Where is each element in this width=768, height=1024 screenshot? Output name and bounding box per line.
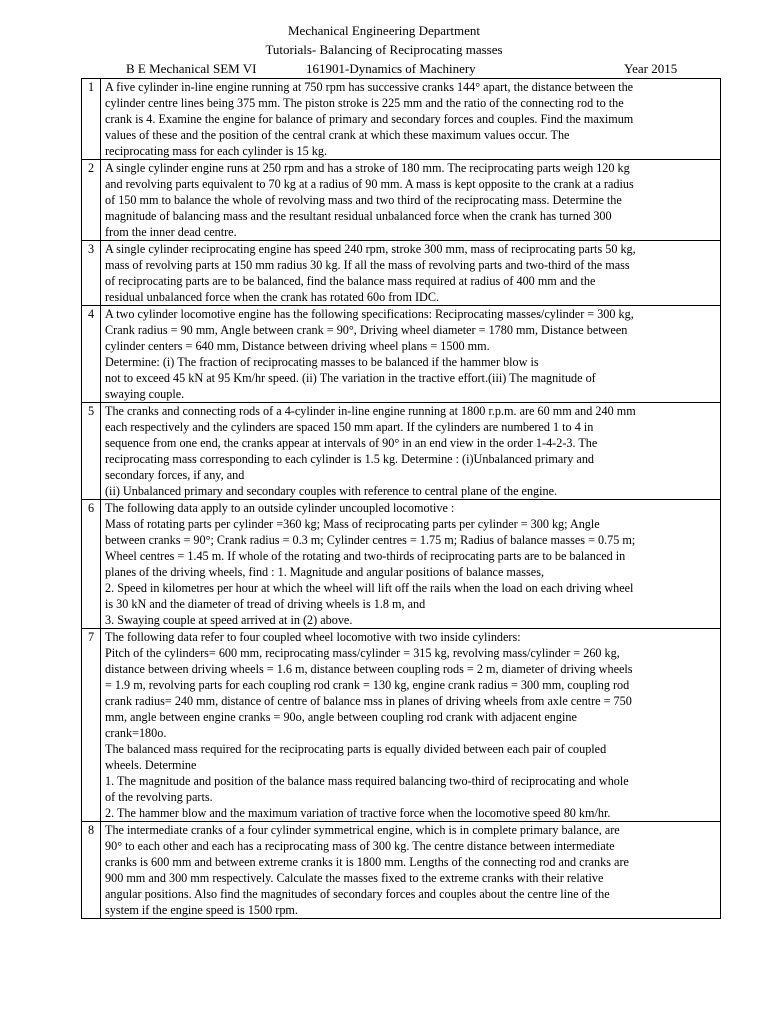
question-row	[82, 822, 721, 919]
question-text-line: system if the engine speed is 1500 rpm.	[105, 903, 298, 917]
question-text-line: values of these and the position of the central crank at which these maximum values occur. The	[105, 128, 570, 142]
question-number: 4	[82, 306, 101, 403]
question-text-line: Determine: (i) The fraction of reciprocating masses to be balanced if the hammer blow is	[105, 355, 539, 369]
question-text-line: The intermediate cranks of a four cylinder symmetrical engine, which is in complete primary balance, are	[105, 823, 620, 837]
question-text-line: swaying couple.	[105, 387, 185, 401]
question-text-line: residual unbalanced force when the crank has rotated 60o from IDC.	[105, 290, 440, 304]
question-number: 6	[82, 500, 101, 629]
question-text-line: cylinder centre lines being 375 mm. The piston stroke is 225 mm and the ratio of the connecting rod to the	[105, 96, 624, 110]
department-heading: Mechanical Engineering Department	[287, 23, 481, 38]
question-text-line: The following data apply to an outside cylinder uncoupled locomotive :	[105, 501, 455, 515]
question-text-line: The balanced mass required for the reciprocating parts is equally divided between each pair of coupled	[105, 742, 607, 756]
question-text-line: angular positions. Also find the magnitudes of secondary forces and couples about the centre line of the	[105, 887, 610, 901]
question-text	[101, 822, 721, 919]
question-row	[82, 403, 721, 500]
question-text-line: = 1.9 m, revolving parts for each coupling rod crank = 130 kg, engine crank radius = 300 mm, coupling rod	[105, 678, 630, 692]
question-text-line: The cranks and connecting rods of a 4-cylinder in-line engine running at 1800 r.p.m. are 60 mm and 240 mm	[105, 404, 636, 418]
question-text-line: The following data refer to four coupled wheel locomotive with two inside cylinders:	[105, 630, 521, 644]
question-row	[82, 160, 721, 241]
question-row	[82, 629, 721, 822]
question-text-line: from the inner dead centre.	[105, 225, 237, 239]
question-row	[82, 79, 721, 160]
question-text-line: between cranks = 90°; Crank radius = 0.3 m; Cylinder centres = 1.75 m; Radius of balance masses = 0.75 m;	[105, 533, 636, 547]
question-number: 5	[82, 403, 101, 500]
question-text-line: reciprocating mass for each cylinder is 15 kg.	[105, 144, 328, 158]
question-text-line: A single cylinder engine runs at 250 rpm and has a stroke of 180 mm. The reciprocating parts weigh 120 kg	[105, 161, 630, 175]
question-text-line: 2. Speed in kilometres per hour at which the wheel will lift off the rails when the load on each driving wheel	[105, 581, 634, 595]
question-text-line: cranks is 600 mm and between extreme cranks it is 1800 mm. Lengths of the connecting rod and cranks are	[105, 855, 629, 869]
question-row	[82, 500, 721, 629]
questions-table	[81, 78, 721, 919]
question-text-line: and revolving parts equivalent to 70 kg at a radius of 90 mm. A mass is kept opposite to the crank at a radius	[105, 177, 634, 191]
question-text-line: secondary forces, if any, and	[105, 468, 245, 482]
class-label: B E Mechanical SEM VI	[126, 61, 257, 76]
question-text-line: A two cylinder locomotive engine has the following specifications: Reciprocating masses/cylinder = 300 kg,	[105, 307, 634, 321]
year-label: Year 2015	[624, 61, 678, 76]
question-number: 2	[82, 160, 101, 241]
question-text-line: 900 mm and 300 mm respectively. Calculate the masses fixed to the extreme cranks with their relative	[105, 871, 604, 885]
subject-label: 161901-Dynamics of Machinery	[306, 61, 476, 76]
question-text-line: of reciprocating parts are to be balanced, find the balance mass required at radius of 400 mm and the	[105, 274, 596, 288]
question-text-line: sequence from one end, the cranks appear at intervals of 90° in an end view in the order 1-4-2-3. The	[105, 436, 598, 450]
question-text-line: Pitch of the cylinders= 600 mm, reciprocating mass/cylinder = 315 kg, revolving mass/cylinder = 260 kg,	[105, 646, 620, 660]
question-text-line: wheels. Determine	[105, 758, 197, 772]
question-text-line: crank is 4. Examine the engine for balance of primary and secondary forces and couples. Find the maximum	[105, 112, 634, 126]
question-text-line: not to exceed 45 kN at 95 Km/hr speed. (ii) The variation in the tractive effort.(iii) The magnitude of	[105, 371, 596, 385]
question-text-line: 1. The magnitude and position of the balance mass required balancing two-third of reciprocating and whole	[105, 774, 629, 788]
question-text-line: A five cylinder in-line engine running at 750 rpm has successive cranks 144° apart, the distance between the	[105, 80, 634, 94]
tutorial-title: Tutorials- Balancing of Reciprocating masses	[265, 42, 503, 57]
question-text-line: magnitude of balancing mass and the resultant residual unbalanced force when the crank has turned 300	[105, 209, 612, 223]
question-text	[101, 306, 721, 403]
question-text-line: Crank radius = 90 mm, Angle between crank = 90°, Driving wheel diameter = 1780 mm, Distance between	[105, 323, 628, 337]
question-text-line: mass of revolving parts at 150 mm radius 30 kg. If all the mass of revolving parts and two-third of the mass	[105, 258, 630, 272]
question-text-line: of 150 mm to balance the whole of revolving mass and two third of the reciprocating mass. Determine the	[105, 193, 622, 207]
question-text-line: reciprocating mass corresponding to each cylinder is 1.5 kg. Determine : (i)Unbalanced primary and	[105, 452, 595, 466]
questions-table-body	[82, 79, 721, 919]
question-text	[101, 79, 721, 160]
question-text-line: distance between driving wheels = 1.6 m, distance between coupling rods = 2 m, diameter of driving wheels	[105, 662, 633, 676]
question-text-line: (ii) Unbalanced primary and secondary couples with reference to central plane of the engine.	[105, 484, 558, 498]
question-text-line: planes of the driving wheels, find : 1. Magnitude and angular positions of balance masses,	[105, 565, 544, 579]
question-text-line: of the revolving parts.	[105, 790, 213, 804]
question-row	[82, 241, 721, 306]
question-text	[101, 500, 721, 629]
question-text	[101, 160, 721, 241]
question-text-line: crank radius= 240 mm, distance of centre of balance mss in planes of driving wheels from axle centre = 750	[105, 694, 632, 708]
question-text	[101, 629, 721, 822]
question-number: 7	[82, 629, 101, 822]
question-text-line: cylinder centers = 640 mm, Distance between driving wheel plans = 1500 mm.	[105, 339, 490, 353]
question-text-line: 90° to each other and each has a reciprocating mass of 300 kg. The centre distance between intermediate	[105, 839, 615, 853]
question-number: 3	[82, 241, 101, 306]
question-text-line: 2. The hammer blow and the maximum variation of tractive force when the locomotive speed 80 km/hr.	[105, 806, 611, 820]
question-text	[101, 403, 721, 500]
question-text-line: each respectively and the cylinders are spaced 150 mm apart. If the cylinders are numbered 1 to 4 in	[105, 420, 594, 434]
question-text-line: Wheel centres = 1.45 m. If whole of the rotating and two-thirds of reciprocating parts are to be balanced in	[105, 549, 626, 563]
question-text	[101, 241, 721, 306]
question-text-line: A single cylinder reciprocating engine has speed 240 rpm, stroke 300 mm, mass of reciprocating parts 50 kg,	[105, 242, 636, 256]
question-text-line: Mass of rotating parts per cylinder =360 kg; Mass of reciprocating parts per cylinder = 300 kg; Angle	[105, 517, 600, 531]
question-row	[82, 306, 721, 403]
question-text-line: mm, angle between engine cranks = 90o, angle between coupling rod crank with adjacent engine	[105, 710, 577, 724]
question-text-line: is 30 kN and the diameter of tread of driving wheels is 1.8 m, and	[105, 597, 426, 611]
question-number: 1	[82, 79, 101, 160]
question-number: 8	[82, 822, 101, 919]
question-text-line: crank=180o.	[105, 726, 167, 740]
question-text-line: 3. Swaying couple at speed arrived at in (2) above.	[105, 613, 353, 627]
